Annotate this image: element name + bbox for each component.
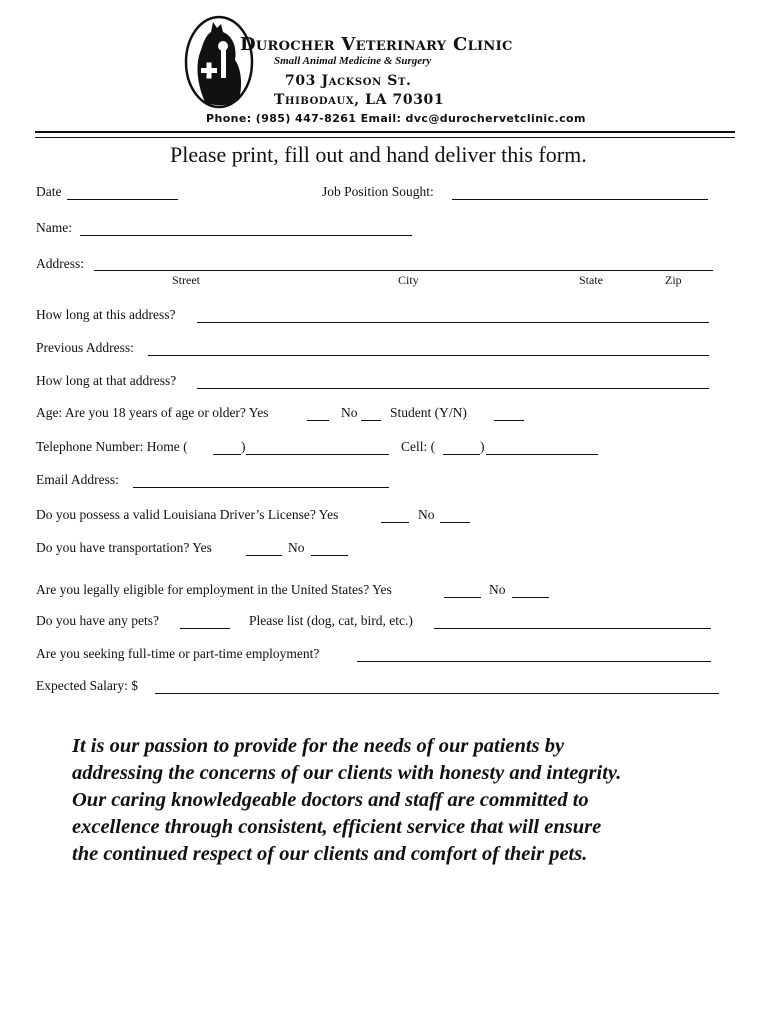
- pets-list-field[interactable]: [434, 628, 711, 629]
- age-no-label: No: [341, 405, 358, 420]
- job-position-label: Job Position Sought:: [322, 184, 434, 199]
- eligible-label: Are you legally eligible for employment in the United States? Yes: [36, 582, 392, 597]
- address-zip-caption: Zip: [665, 273, 682, 287]
- clinic-contact: Phone: (985) 447-8261 Email: dvc@durochervetclinic.com: [206, 112, 586, 125]
- clinic-tagline: Small Animal Medicine & Surgery: [274, 55, 432, 67]
- employment-type-field[interactable]: [357, 661, 711, 662]
- date-field[interactable]: [67, 199, 178, 200]
- home-phone-field[interactable]: [246, 454, 389, 455]
- name-field[interactable]: [80, 235, 412, 236]
- how-long-label: How long at this address?: [36, 307, 176, 322]
- address-street-caption: Street: [172, 273, 200, 287]
- job-position-field[interactable]: [452, 199, 708, 200]
- transportation-no-label: No: [288, 540, 305, 555]
- header-rule-thick: [35, 131, 735, 133]
- address-field[interactable]: [94, 270, 713, 271]
- license-no-field[interactable]: [440, 522, 470, 523]
- mission-line: Our caring knowledgeable doctors and staff are committed to: [72, 789, 589, 811]
- student-label: Student (Y/N): [390, 405, 467, 420]
- salary-field[interactable]: [155, 693, 719, 694]
- phone-label: Telephone Number: Home (: [36, 439, 188, 454]
- address-label: Address:: [36, 256, 84, 271]
- address-city-caption: City: [398, 273, 419, 287]
- clinic-city-line: Thibodaux, LA 70301: [274, 92, 445, 108]
- age-yes-field[interactable]: [307, 420, 329, 421]
- mission-line: excellence through consistent, efficient service that will ensure: [72, 816, 602, 838]
- mission-line: addressing the concerns of our clients with honesty and integrity.: [72, 762, 622, 784]
- transportation-no-field[interactable]: [311, 555, 348, 556]
- date-label: Date: [36, 184, 62, 199]
- pets-label: Do you have any pets?: [36, 613, 159, 628]
- email-field[interactable]: [133, 487, 389, 488]
- pets-field[interactable]: [180, 628, 230, 629]
- home-area-code-field[interactable]: [213, 454, 241, 455]
- pets-list-label: Please list (dog, cat, bird, etc.): [249, 613, 413, 628]
- how-long-previous-field[interactable]: [197, 388, 709, 389]
- cell-phone-field[interactable]: [486, 454, 598, 455]
- mission-line: It is our passion to provide for the needs of our patients by: [72, 735, 565, 757]
- name-label: Name:: [36, 220, 72, 235]
- previous-address-field[interactable]: [148, 355, 709, 356]
- cell-area-code-field[interactable]: [443, 454, 480, 455]
- age-no-field[interactable]: [361, 420, 381, 421]
- eligible-yes-field[interactable]: [444, 597, 481, 598]
- student-field[interactable]: [494, 420, 524, 421]
- salary-label: Expected Salary: $: [36, 678, 138, 693]
- license-no-label: No: [418, 507, 435, 522]
- home-paren-close: ): [241, 439, 246, 454]
- transportation-yes-field[interactable]: [246, 555, 282, 556]
- cell-label: Cell: (: [401, 439, 436, 454]
- age-label: Age: Are you 18 years of age or older? Yes: [36, 405, 269, 420]
- form-instruction: Please print, fill out and hand deliver this form.: [170, 142, 587, 167]
- license-yes-field[interactable]: [381, 522, 409, 523]
- clinic-logo-icon: [183, 14, 255, 110]
- employment-type-label: Are you seeking full-time or part-time employment?: [36, 646, 320, 661]
- clinic-name: Durocher Veterinary Clinic: [240, 34, 513, 55]
- header-rule-thin: [35, 137, 735, 138]
- how-long-previous-label: How long at that address?: [36, 373, 177, 388]
- how-long-field[interactable]: [197, 322, 709, 323]
- previous-address-label: Previous Address:: [36, 340, 134, 355]
- clinic-street: 703 Jackson St.: [285, 73, 412, 89]
- mission-line: the continued respect of our clients and comfort of their pets.: [72, 843, 588, 865]
- eligible-no-field[interactable]: [512, 597, 549, 598]
- address-state-caption: State: [579, 273, 603, 287]
- eligible-no-label: No: [489, 582, 506, 597]
- mission-statement: [72, 733, 732, 868]
- email-label: Email Address:: [36, 472, 119, 487]
- license-label: Do you possess a valid Louisiana Driver’s License? Yes: [36, 507, 339, 522]
- cell-paren-close: ): [480, 439, 485, 454]
- transportation-label: Do you have transportation? Yes: [36, 540, 212, 555]
